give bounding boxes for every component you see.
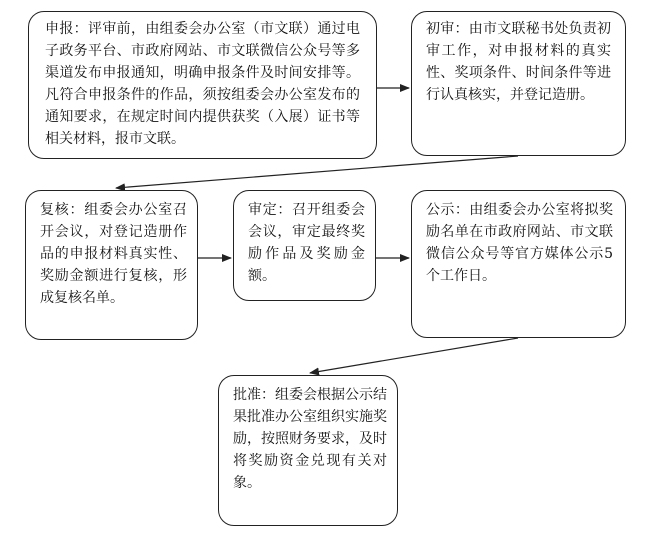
arrow-publish-to-final	[310, 338, 518, 373]
step-recheck-box	[25, 190, 198, 340]
step-publicity-box	[411, 190, 626, 338]
step-initial-review-text: 初审：由市文联秘书处负责初审工作，对申报材料的真实性、奖项条件、时间条件等进行认真核实，并登记造册。	[426, 21, 611, 103]
step-approve-box	[233, 190, 376, 301]
step-publicity-text: 公示：由组委会办公室将拟奖励名单在市政府网站、市文联微信公众号等官方媒体公示5个工作日。	[426, 202, 613, 284]
step-recheck-text: 复核：组委会办公室召开会议，对登记造册作品的申报材料真实性、奖励金额进行复核，形成复核名单。	[40, 202, 187, 306]
step-final-approval-box	[218, 375, 398, 526]
step-final-approval-text: 批准：组委会根据公示结果批准办公室组织实施奖励，按照财务要求，及时将奖励资金兑现有关对象。	[233, 387, 387, 491]
step-approve-text: 审定：召开组委会会议，审定最终奖励作品及奖励金额。	[248, 202, 365, 284]
arrow-initial-to-review	[116, 156, 518, 188]
step-apply-text: 申报：评审前，由组委会办公室（市文联）通过电子政务平台、市政府网站、市文联微信公众号等多渠道发布申报通知，明确申报条件及时间安排等。凡符合申报条件的作品，须按组委会办公室发布的通知要求，在规定时间内提供获奖（入展）证书等相关材料，报市文联。	[45, 21, 360, 147]
step-initial-review-box	[411, 11, 626, 156]
step-apply-box	[28, 11, 377, 159]
